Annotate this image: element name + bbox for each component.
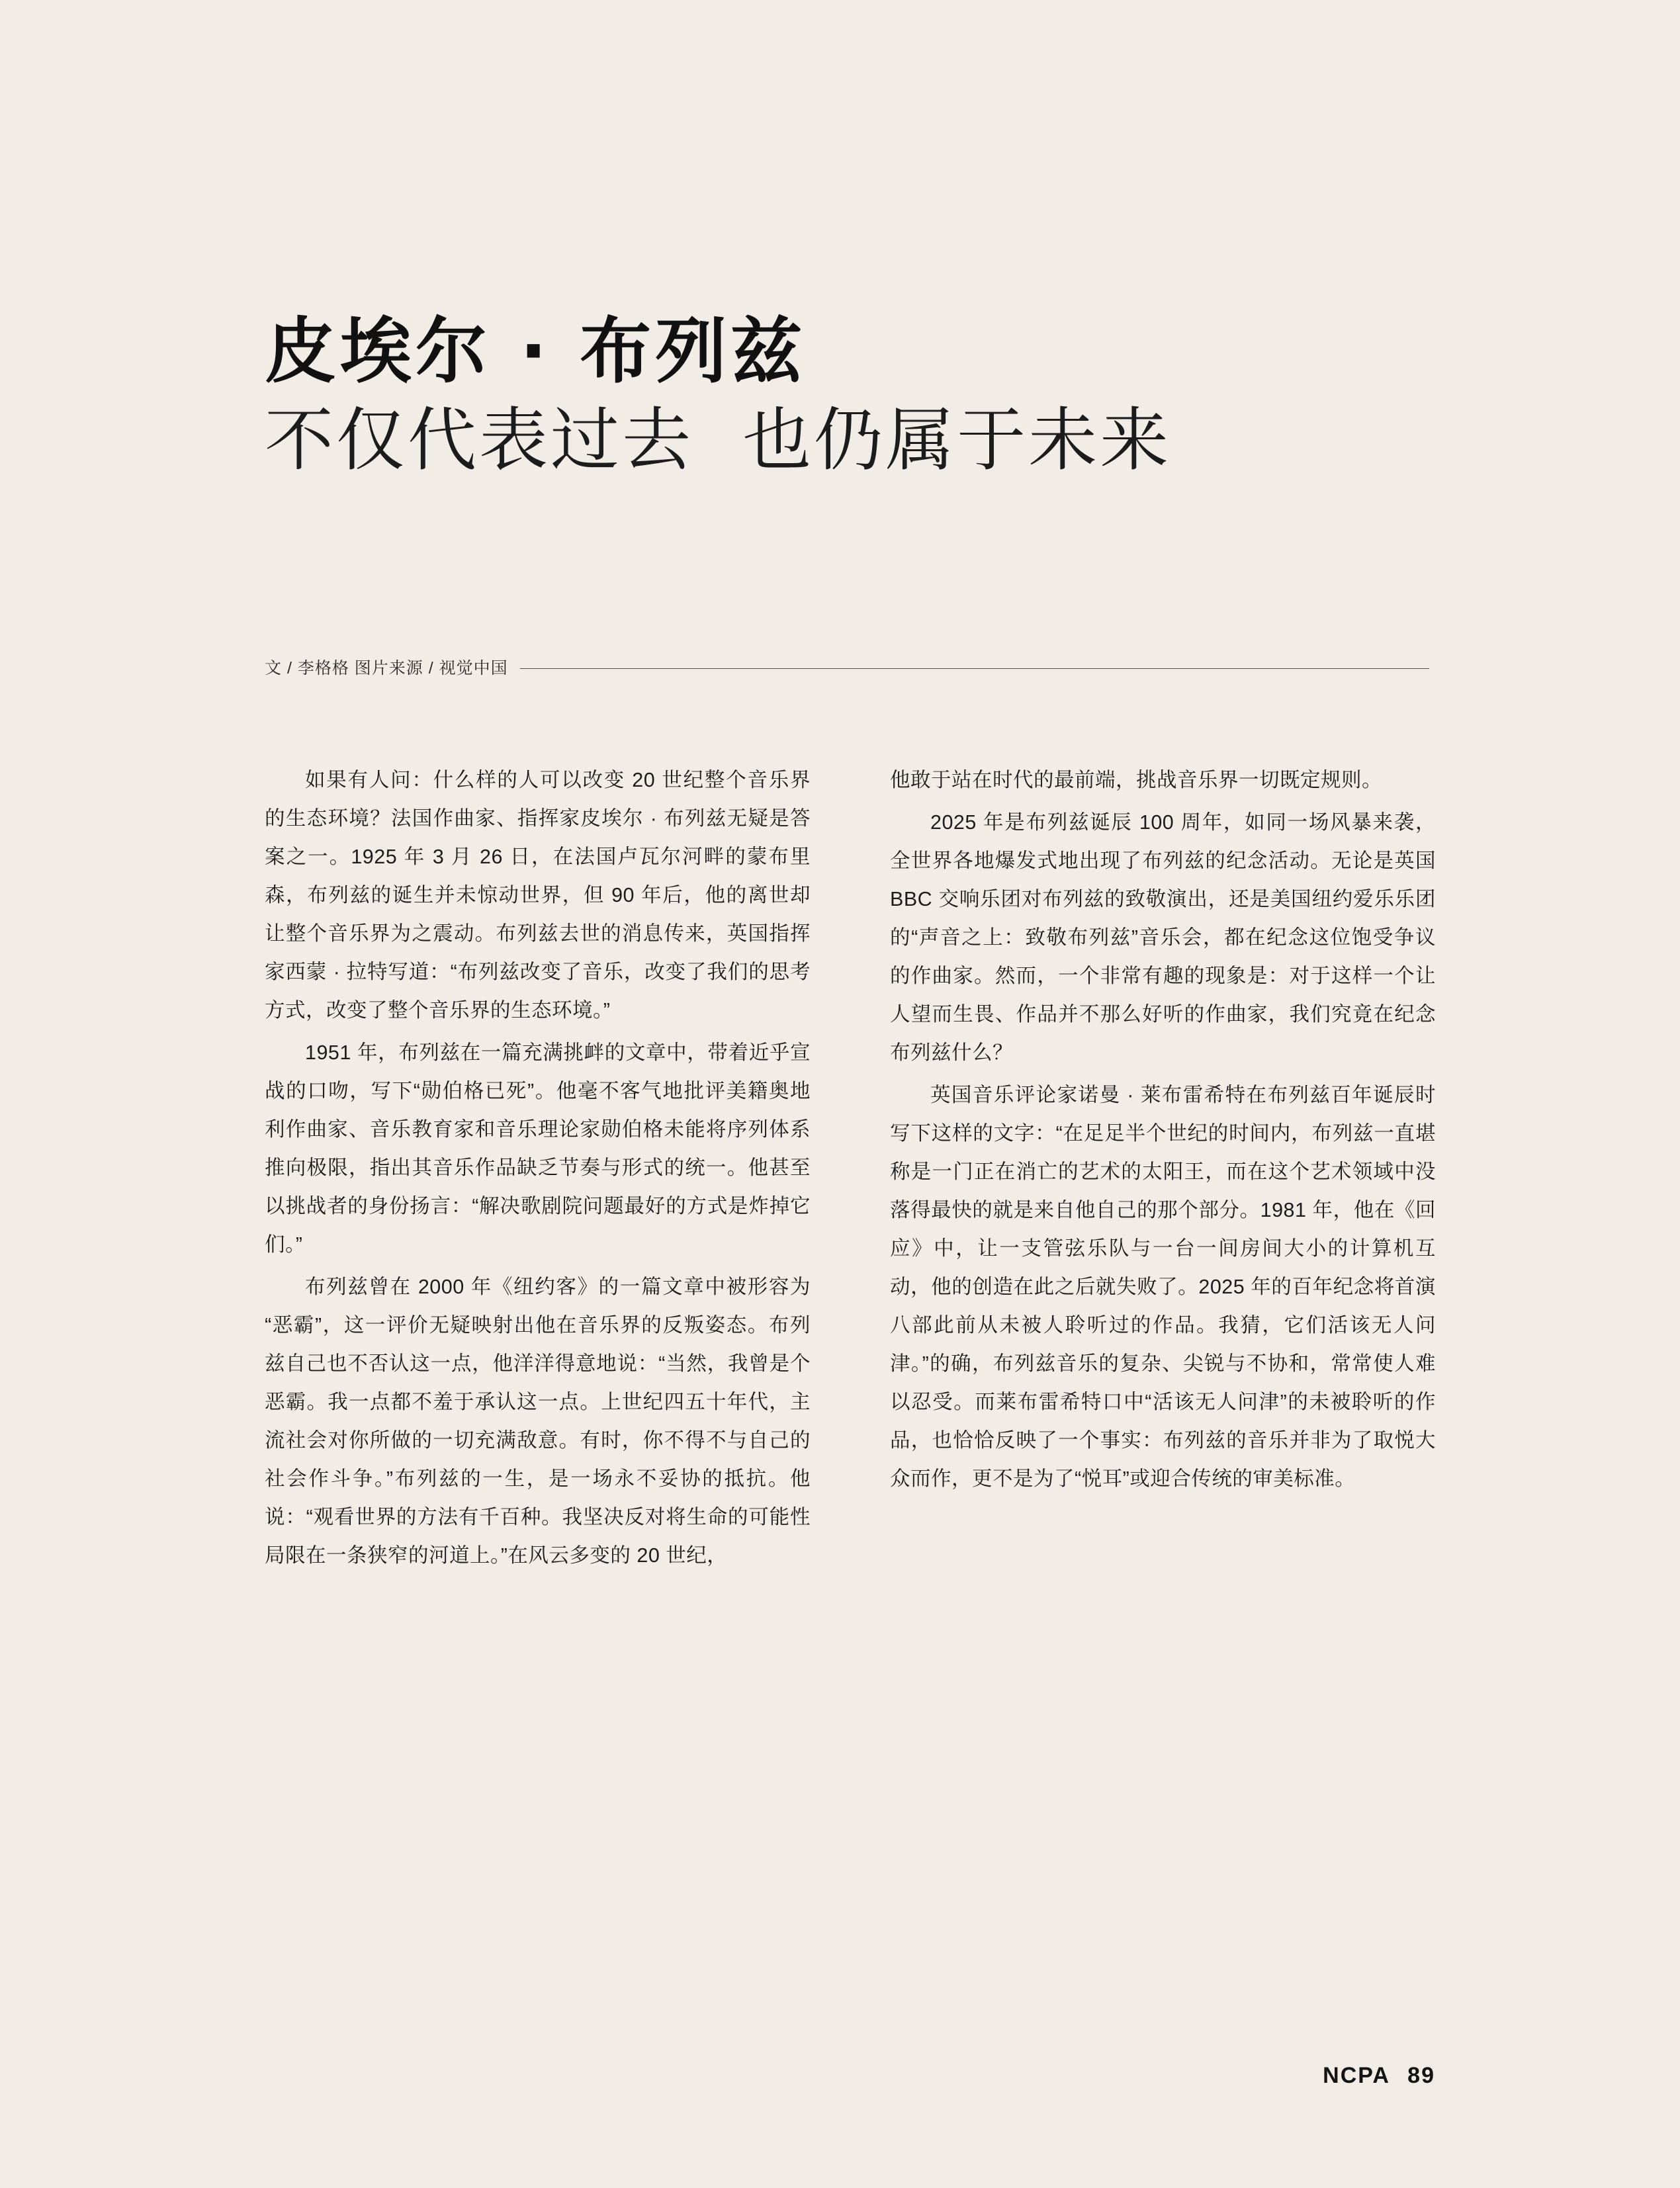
article-body (265, 761, 1436, 1579)
page-title: 皮埃尔 · 布列兹 (265, 310, 807, 393)
paragraph: 2025 年是布列兹诞辰 100 周年，如同一场风暴来袭，全世界各地爆发式地出现了布列兹的纪念活动。无论是英国 BBC 交响乐团对布列兹的致敬演出，还是美国纽约爱乐乐团的“声音之上：致敬布列兹”音乐会，都在纪念这位饱受争议的作曲家。然而，一个非常有趣的现象是：对于这样一个让人望而生畏、作品并不那么好听的作曲家，我们究竟在纪念布列兹什么？ (890, 811, 1436, 1064)
page-subtitle: 不仅代表过去 也仍属于未来 (265, 400, 1172, 481)
paragraph: 布列兹曾在 2000 年《纽约客》的一篇文章中被形容为“恶霸”，这一评价无疑映射出他在音乐界的反叛姿态。布列兹自己也不否认这一点，他洋洋得意地说：“当然，我曾是个恶霸。我一点都不羞于承认这一点。上世纪四五十年代，主流社会对你所做的一切充满敌意。有时，你不得不与自己的社会作斗争。”布列兹的一生，是一场永不妥协的抵抗。他说：“观看世界的方法有千百种。我坚决反对将生命的可能性局限在一条狭窄的河道上。”在风云多变的 20 世纪， (265, 1276, 811, 1567)
paragraph: 英国音乐评论家诺曼 · 莱布雷希特在布列兹百年诞辰时写下这样的文字：“在足足半个世纪的时间内，布列兹一直堪称是一门正在消亡的艺术的太阳王，而在这个艺术领域中没落得最快的就是来自他自己的那个部分。1981 年，他在《回应》中，让一支管弦乐队与一台一间房间大小的计算机互动，他的创造在此之后就失败了。2025 年的百年纪念将首演八部此前从未被人聆听过的作品。我猜，它们活该无人问津。”的确，布列兹音乐的复杂、尖锐与不协和，常常使人难以忍受。而莱布雷希特口中“活该无人问津”的未被聆听的作品，也恰恰反映了一个事实：布列兹的音乐并非为了取悦大众而作，更不是为了“悦耳”或迎合传统的审美标准。 (890, 1084, 1436, 1490)
page-footer (1323, 2063, 1435, 2089)
publication-name: NCPA (1323, 2063, 1390, 2088)
article-title-block (265, 311, 1456, 483)
paragraph: 如果有人问：什么样的人可以改变 20 世纪整个音乐界的生态环境？法国作曲家、指挥家皮埃尔 · 布列兹无疑是答案之一。1925 年 3 月 26 日，在法国卢瓦尔河畔的蒙布里森，布列兹的诞生并未惊动世界，但 90 年后，他的离世却让整个音乐界为之震动。布列兹去世的消息传来，英国指挥家西蒙 · 拉特写道：“布列兹改变了音乐，改变了我们的思考方式，改变了整个音乐界的生态环境。” (265, 769, 811, 1022)
byline-text: 文 / 李格格 图片来源 / 视觉中国 (265, 659, 508, 678)
left-column (265, 761, 811, 1579)
right-column (890, 761, 1436, 1579)
paragraph: 他敢于站在时代的最前端，挑战音乐界一切既定规则。 (890, 769, 1382, 791)
paragraph: 1951 年，布列兹在一篇充满挑衅的文章中，带着近乎宣战的口吻，写下“勋伯格已死”。他毫不客气地批评美籍奥地利作曲家、音乐教育家和音乐理论家勋伯格未能将序列体系推向极限，指出其音乐作品缺乏节奏与形式的统一。他甚至以挑战者的身份扬言：“解决歌剧院问题最好的方式是炸掉它们。” (265, 1041, 811, 1256)
byline (265, 655, 1429, 679)
page-number: 89 (1407, 2063, 1435, 2088)
byline-divider (520, 668, 1429, 669)
